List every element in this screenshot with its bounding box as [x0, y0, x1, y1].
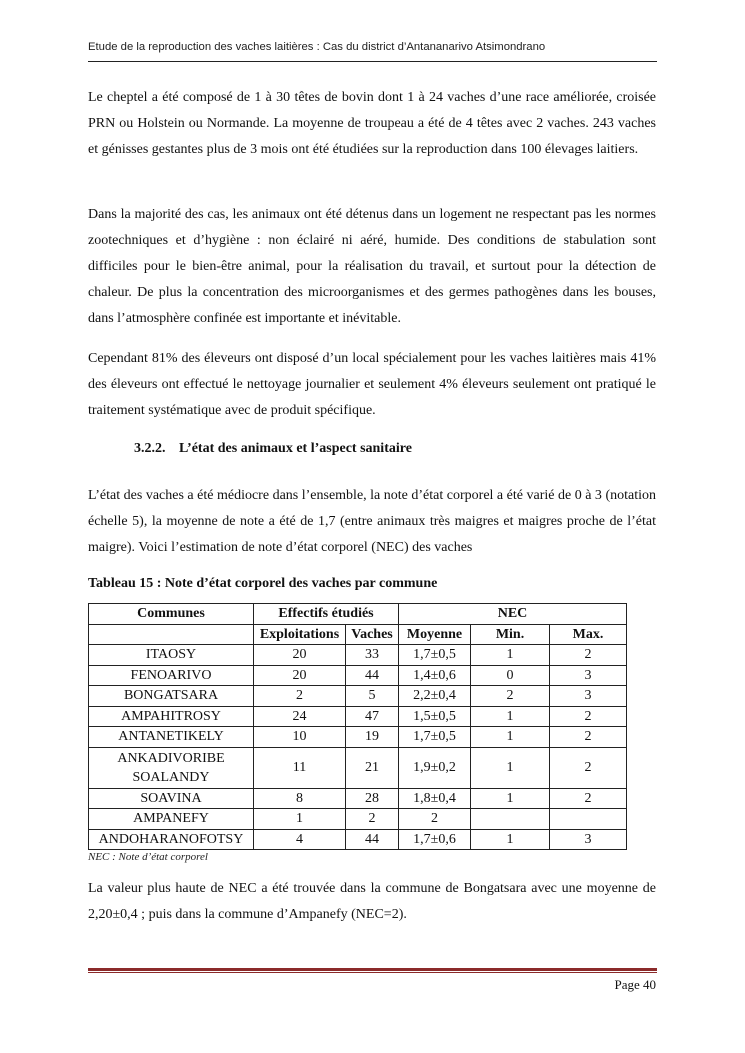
- cell-commune: SOAVINA: [89, 788, 254, 809]
- cell-moyenne: 1,7±0,5: [399, 645, 471, 666]
- table-row: [89, 788, 627, 809]
- table-row: [89, 809, 627, 830]
- cell-commune: FENOARIVO: [89, 665, 254, 686]
- cell-max: 3: [550, 665, 627, 686]
- cell-moyenne: 1,9±0,2: [399, 747, 471, 788]
- header-min: Min.: [471, 624, 550, 645]
- cell-max: 2: [550, 747, 627, 788]
- cell-min: 1: [471, 747, 550, 788]
- header-nec: NEC: [399, 604, 627, 625]
- cell-exploitations: 10: [254, 727, 346, 748]
- table-caption: Tableau 15 : Note d’état corporel des vaches par commune: [88, 576, 438, 591]
- cell-commune-line2: SOALANDY: [132, 769, 210, 785]
- cell-commune: BONGATSARA: [89, 686, 254, 707]
- cell-exploitations: 1: [254, 809, 346, 830]
- cell-moyenne: 1,4±0,6: [399, 665, 471, 686]
- section-heading: [134, 441, 412, 457]
- section-title: L’état des animaux et l’aspect sanitaire: [179, 441, 412, 456]
- cell-min: 1: [471, 788, 550, 809]
- table-row: [89, 665, 627, 686]
- cell-min: 1: [471, 727, 550, 748]
- cell-vaches: 19: [346, 727, 399, 748]
- nec-table: [88, 603, 627, 850]
- cell-moyenne: 1,7±0,6: [399, 829, 471, 850]
- section-number: 3.2.2.: [134, 441, 166, 456]
- cell-min: 2: [471, 686, 550, 707]
- cell-exploitations: 20: [254, 665, 346, 686]
- table-row: [89, 747, 627, 788]
- cell-max: 3: [550, 829, 627, 850]
- header-divider: [88, 61, 657, 62]
- cell-commune: ANDOHARANOFOTSY: [89, 829, 254, 850]
- cell-commune: [89, 747, 254, 788]
- cell-vaches: 21: [346, 747, 399, 788]
- cell-moyenne: 1,5±0,5: [399, 706, 471, 727]
- table-row: [89, 706, 627, 727]
- cell-max: [550, 809, 627, 830]
- header-communes: Communes: [89, 604, 254, 625]
- cell-max: 3: [550, 686, 627, 707]
- cell-commune: ITAOSY: [89, 645, 254, 666]
- paragraph-cheptel: Le cheptel a été composé de 1 à 30 têtes de bovin dont 1 à 24 vaches d’une race améliorée, croisée PRN ou Holstein ou Normande. La moyenne de troupeau a été de 4 têtes avec 2 vaches. 243 vaches et génisses gestantes plus de 3 mois ont été étudiées sur la reproduction dans 100 élevages laitiers.: [88, 90, 656, 157]
- paragraph-logement: Dans la majorité des cas, les animaux ont été détenus dans un logement ne respectant pas les normes zootechniques et d’hygiène : non éclairé ni aéré, humide. Des conditions de stabulation sont difficiles pour le bien-être animal, pour la réalisation du travail, et surtout pour la détection de chaleur. De plus la concentration des microorganismes et des germes pathogènes dans les bouses, dans l’atmosphère confinée est importante et inévitable.: [88, 207, 656, 326]
- cell-vaches: 2: [346, 809, 399, 830]
- cell-min: 1: [471, 829, 550, 850]
- cell-max: 2: [550, 788, 627, 809]
- header-moyenne: Moyenne: [399, 624, 471, 645]
- cell-commune: AMPAHITROSY: [89, 706, 254, 727]
- cell-commune: AMPANEFY: [89, 809, 254, 830]
- cell-min: 1: [471, 706, 550, 727]
- cell-commune: ANTANETIKELY: [89, 727, 254, 748]
- paragraph-etat-vaches: L’état des vaches a été médiocre dans l’ensemble, la note d’état corporel a été varié de 0 à 3 (notation échelle 5), la moyenne de note a été de 1,7 (entre animaux très maigres et maigres proche de l’état maigre). Voici l’estimation de note d’état corporel (NEC) des vaches: [88, 488, 656, 555]
- page-header: Etude de la reproduction des vaches laitières : Cas du district d’Antananarivo Atsimondrano: [88, 41, 546, 53]
- cell-commune-line1: ANKADIVORIBE: [117, 750, 225, 766]
- cell-max: 2: [550, 727, 627, 748]
- cell-exploitations: 24: [254, 706, 346, 727]
- cell-vaches: 28: [346, 788, 399, 809]
- cell-vaches: 33: [346, 645, 399, 666]
- cell-vaches: 44: [346, 665, 399, 686]
- cell-min: 1: [471, 645, 550, 666]
- table-row: [89, 829, 627, 850]
- cell-vaches: 44: [346, 829, 399, 850]
- paragraph-conclusion: La valeur plus haute de NEC a été trouvée dans la commune de Bongatsara avec une moyenne de 2,20±0,4 ; puis dans la commune d’Ampanefy (NEC=2).: [88, 881, 656, 922]
- cell-vaches: 5: [346, 686, 399, 707]
- cell-exploitations: 20: [254, 645, 346, 666]
- header-vaches: Vaches: [346, 624, 399, 645]
- cell-moyenne: 2: [399, 809, 471, 830]
- page-number: Page 40: [614, 977, 656, 992]
- cell-moyenne: 2,2±0,4: [399, 686, 471, 707]
- footer-divider: [88, 968, 657, 971]
- cell-vaches: 47: [346, 706, 399, 727]
- table-subheader-row: [89, 624, 627, 645]
- cell-exploitations: 11: [254, 747, 346, 788]
- cell-moyenne: 1,8±0,4: [399, 788, 471, 809]
- paragraph-local: Cependant 81% des éleveurs ont disposé d’un local spécialement pour les vaches laitières mais 41% des éleveurs ont effectué le nettoyage journalier et seulement 4% éleveurs seulement ont pratiqué le traitement systématique avec de produit spécifique.: [88, 351, 656, 418]
- table-row: [89, 727, 627, 748]
- header-exploitations: Exploitations: [254, 624, 346, 645]
- cell-exploitations: 4: [254, 829, 346, 850]
- footer-divider-thin: [88, 972, 657, 973]
- cell-exploitations: 2: [254, 686, 346, 707]
- table-row: [89, 645, 627, 666]
- header-effectifs: Effectifs étudiés: [254, 604, 399, 625]
- cell-max: 2: [550, 706, 627, 727]
- cell-min: [471, 809, 550, 830]
- table-note: NEC : Note d’état corporel: [88, 851, 208, 863]
- cell-min: 0: [471, 665, 550, 686]
- table-header-row: [89, 604, 627, 625]
- cell-exploitations: 8: [254, 788, 346, 809]
- header-empty: [89, 624, 254, 645]
- header-max: Max.: [550, 624, 627, 645]
- cell-moyenne: 1,7±0,5: [399, 727, 471, 748]
- table-row: [89, 686, 627, 707]
- cell-max: 2: [550, 645, 627, 666]
